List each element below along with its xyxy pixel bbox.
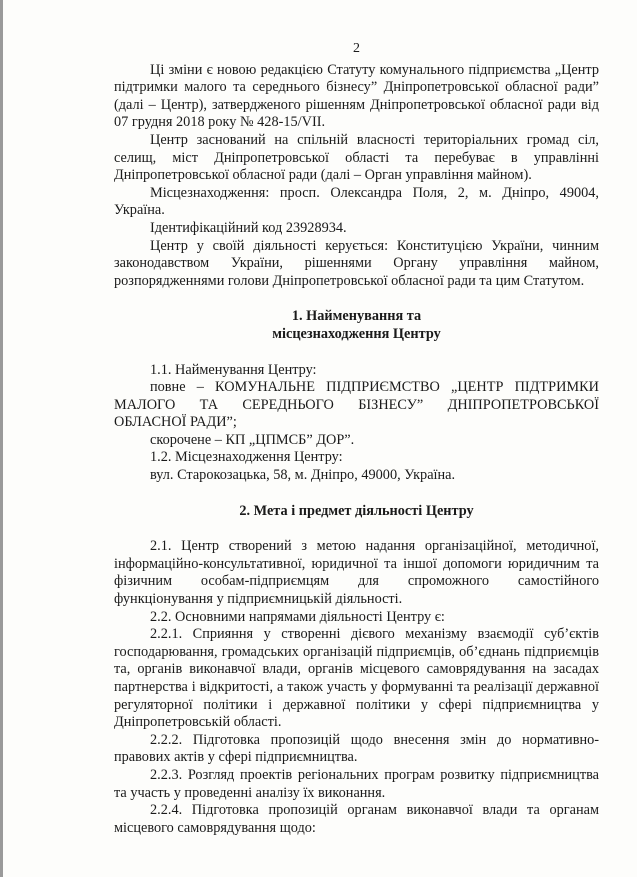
short-name: скорочене – КП „ЦПМСБ” ДОР”. bbox=[150, 431, 355, 448]
spacer bbox=[114, 520, 599, 538]
intro-paragraph-2: Центр заснований на спільній власності територіальних громад сіл, селищ, міст Дніпропетровської області та перебуває в управлінні Дніпропетровської обласної ради (далі – Орган управління майном). bbox=[114, 131, 599, 184]
clause-2-2-2: 2.2.2. Підготовка пропозицій щодо внесення змін до нормативно-правових актів у сфері підприємництва. bbox=[114, 731, 599, 766]
clause-2-2-3: 2.2.3. Розгляд проектів регіональних програм розвитку підприємництва та участь у проведенні аналізу їх виконання. bbox=[114, 766, 599, 801]
clause-2-2: 2.2. Основними напрямами діяльності Центру є: bbox=[150, 608, 445, 625]
spacer bbox=[114, 485, 599, 503]
full-name-line-1: повне – КОМУНАЛЬНЕ ПІДПРИЄМСТВО „ЦЕНТР ПІДТРИМКИ bbox=[150, 379, 599, 396]
section-1-heading-line-2: місцезнаходження Центру bbox=[272, 325, 441, 342]
spacer bbox=[114, 344, 599, 362]
full-name-line-2: МАЛОГО ТА СЕРЕДНЬОГО БІЗНЕСУ” ДНІПРОПЕТРОВСЬКОЇ bbox=[114, 396, 599, 413]
page-edge-shadow bbox=[0, 0, 3, 877]
clause-2-1: 2.1. Центр створений з метою надання організаційної, методичної, інформаційно-консультативної, юридичної та іншої допомоги юридичним та фізичним особам-підприємцям для спроможного самостійного функціонування у підприємницькій діяльності. bbox=[114, 538, 599, 608]
intro-paragraph-1: Ці зміни є новою редакцією Статуту комунального підприємства „Центр підтримки малого та середнього бізнесу” Дніпропетровської обласної ради” (далі – Центр), затвердженого рішенням Дніпропетровської обласної ради від 07 грудня 2018 року № 428-15/VII. bbox=[114, 61, 599, 131]
clause-1-2: 1.2. Місцезнаходження Центру: bbox=[150, 449, 343, 466]
intro-paragraph-3: Місцезнаходження: просп. Олександра Поля, 2, м. Дніпро, 49004, Україна. bbox=[114, 184, 599, 219]
spacer bbox=[114, 290, 599, 308]
page-content bbox=[114, 40, 599, 837]
section-2-heading: 2. Мета і предмет діяльності Центру bbox=[239, 502, 474, 519]
intro-paragraph-5: Центр у своїй діяльності керується: Конституцією України, чинним законодавством України, рішеннями Органу управління майном, розпорядженнями голови Дніпропетровської обласної ради та цим Статутом. bbox=[114, 237, 599, 289]
intro-paragraph-4: Ідентифікаційний код 23928934. bbox=[150, 219, 347, 236]
full-name-line-3: ОБЛАСНОЇ РАДИ”; bbox=[114, 414, 237, 431]
clause-2-2-4: 2.2.4. Підготовка пропозицій органам виконавчої влади та органам місцевого самоврядування щодо: bbox=[114, 802, 599, 836]
address: вул. Старокозацька, 58, м. Дніпро, 49000, Україна. bbox=[150, 467, 456, 484]
section-1-heading-line-1: 1. Найменування та bbox=[291, 308, 422, 325]
clause-2-2-1: 2.2.1. Сприяння у створенні дієвого механізму взаємодії суб’єктів господарювання, громадських організацій підприємців, об’єднань підприємців та, органів виконавчої влади, органів місцевого самоврядування на засадах партнерства і відкритості, а також участь у формуванні та реалізації державної регуляторної політики і державної політики у сфері підприємництва у Дніпропетровській області. bbox=[114, 626, 599, 731]
page-number: 2 bbox=[353, 41, 360, 56]
clause-1-1: 1.1. Найменування Центру: bbox=[150, 361, 317, 378]
